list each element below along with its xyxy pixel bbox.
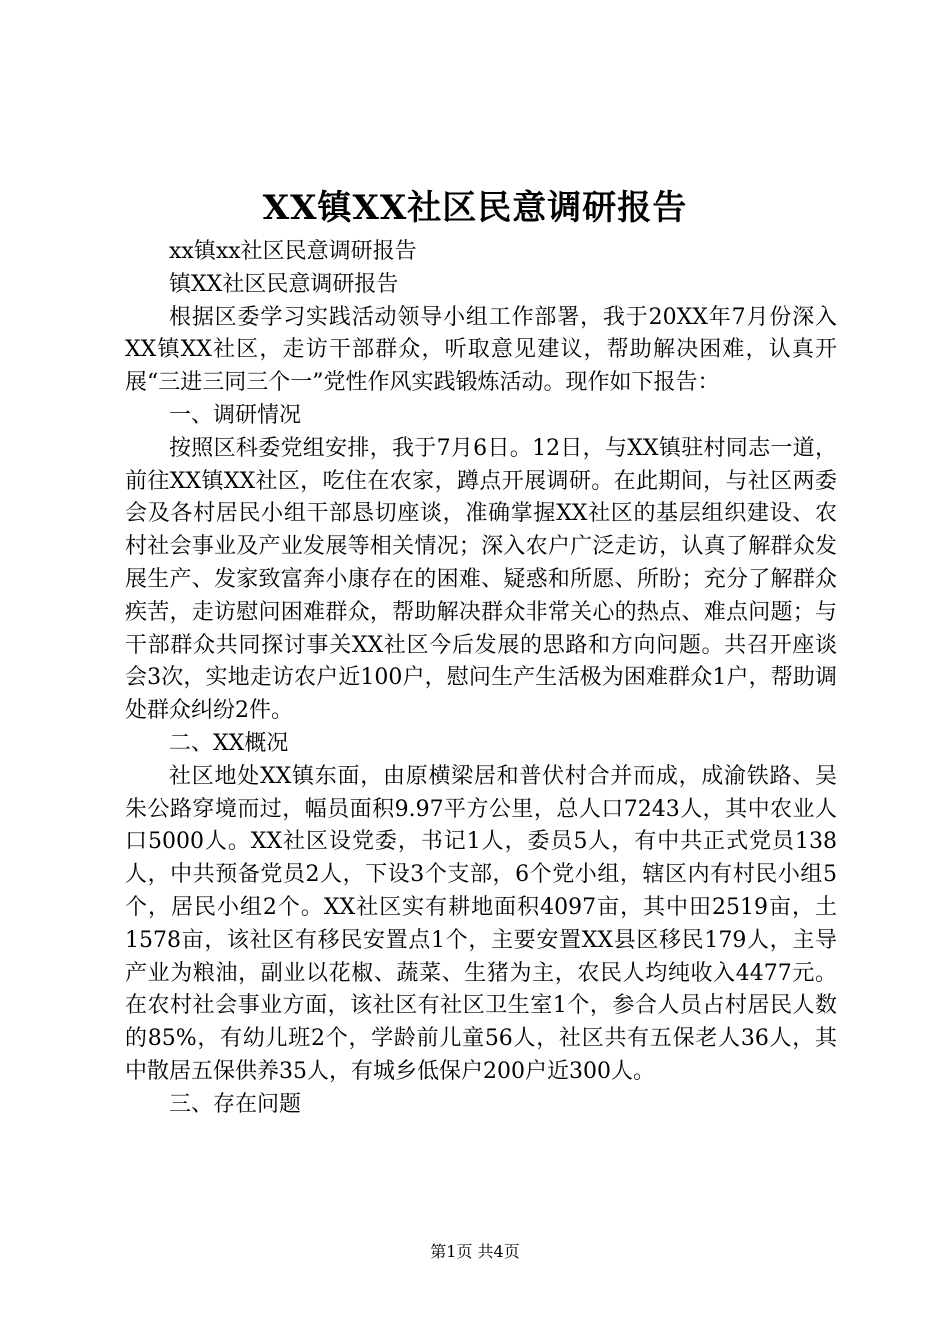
document-title: XX镇XX社区民意调研报告	[262, 188, 688, 228]
body-paragraph: 社区地处XX镇东面，由原横梁居和普伏村合并而成，成渝铁路、吴朱公路穿境而过，幅员面积9.97平方公里，总人口7243人，其中农业人口5000人。XX社区设党委，书记1人，委员5人，有中共正式党员138人，中共预备党员2人，下设3个支部，6个党小组，辖区内有村民小组5个，居民小组2个。XX社区实有耕地面积4097亩，其中田2519亩，土1578亩，该社区有移民安置点1个，主要安置XX县区移民179人，主导产业为粮油，副业以花椒、蔬菜、生猪为主，农民人均纯收入4477元。在农村社会事业方面，该社区有社区卫生室1个，参合人员占村居民人数的85%，有幼儿班2个，学龄前儿童56人，社区共有五保老人36人，其中散居五保供养35人，有城乡低保户200户近300人。	[125, 763, 837, 1084]
body-paragraph: 根据区委学习实践活动领导小组工作部署，我于20XX年7月份深入XX镇XX社区，走访干部群众，听取意见建议，帮助解决困难，认真开展“三进三同三个一”党性作风实践锻炼活动。现作如下报告：	[125, 304, 837, 396]
section-heading: 三、存在问题	[169, 1091, 302, 1117]
body-paragraph: xx镇xx社区民意调研报告	[169, 239, 417, 264]
section-heading: 一、调研情况	[169, 402, 302, 428]
body-paragraph: 按照区科委党组安排，我于7月6日。12日，与XX镇驻村同志一道，前往XX镇XX社区，吃住在农家，蹲点开展调研。在此期间，与社区两委会及各村居民小组干部恳切座谈，准确掌握XX社区的基层组织建设、农村社会事业及产业发展等相关情况；深入农户广泛走访，认真了解群众发展生产、发家致富奔小康存在的困难、疑惑和所愿、所盼；充分了解群众疾苦，走访慰问困难群众，帮助解决群众非常关心的热点、难点问题；与干部群众共同探讨事关XX社区今后发展的思路和方向问题。共召开座谈会3次，实地走访农户近100户，慰问生产生活极为困难群众1户，帮助调处群众纠纷2件。	[125, 435, 837, 724]
body-paragraph: 镇XX社区民意调研报告	[169, 271, 399, 297]
section-heading: 二、XX概况	[169, 730, 289, 756]
document-body	[125, 236, 837, 1122]
page-number-footer: 第1页 共4页	[430, 1242, 520, 1261]
